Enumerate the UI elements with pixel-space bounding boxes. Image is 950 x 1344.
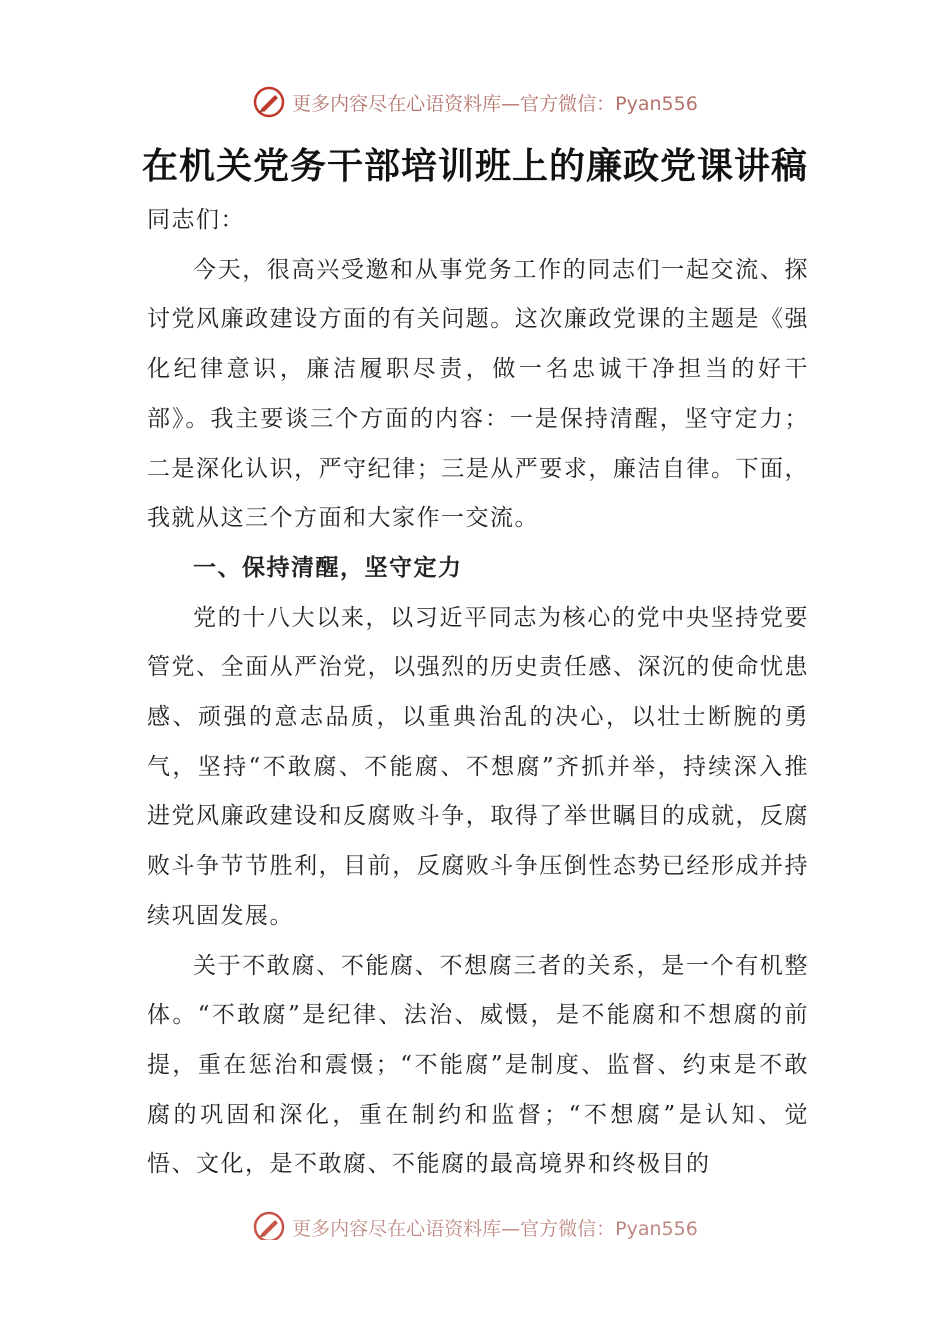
section-heading: 一、保持清醒，坚守定力 [193,554,463,581]
paragraph-intro: 今天，很高兴受邀和从事党务工作的同志们一起交流、探讨党风廉政建设方面的有关问题。这次廉政党课的主题是《强化纪律意识，廉洁履职尽责，做一名忠诚干净担当的好干部》。我主要谈三个方面的内容：一是保持清醒，坚守定力；二是深化认识，严守纪律；三是从严要求，廉洁自律。下面，我就从这三个方面和大家作一交流。 [147,256,809,532]
document-body [147,196,809,1190]
header-watermark [0,82,950,122]
salutation: 同志们： [147,207,245,233]
document-title: 在机关党务干部培训班上的廉政党课讲稿 [141,145,808,187]
paragraph-body: 关于不敢腐、不能腐、不想腐三者的关系，是一个有机整体。“不敢腐”是纪律、法治、威慑，是不能腐和不想腐的前提，重在惩治和震慑；“不能腐”是制度、监督、约束是不敢腐的巩固和深化，重在制约和监督；“不想腐”是认知、觉悟、文化，是不敢腐、不能腐的最高境界和终极目的 [147,952,809,1178]
pen-logo-icon [252,1210,286,1240]
watermark-text: 更多内容尽在心语资料库—官方微信：Pyan556 [292,1217,698,1240]
pen-logo-icon [252,85,286,119]
paragraph-body: 党的十八大以来，以习近平同志为核心的党中央坚持党要管党、全面从严治党，以强烈的历史责任感、深沉的使命忧患感、顽强的意志品质，以重典治乱的决心，以壮士断腕的勇气，坚持“不敢腐、不能腐、不想腐”齐抓并举，持续深入推进党风廉政建设和反腐败斗争，取得了举世瞩目的成就，反腐败斗争节节胜利，目前，反腐败斗争压倒性态势已经形成并持续巩固发展。 [147,604,809,929]
watermark-text: 更多内容尽在心语资料库—官方微信：Pyan556 [292,92,698,115]
footer-watermark [0,1200,950,1240]
